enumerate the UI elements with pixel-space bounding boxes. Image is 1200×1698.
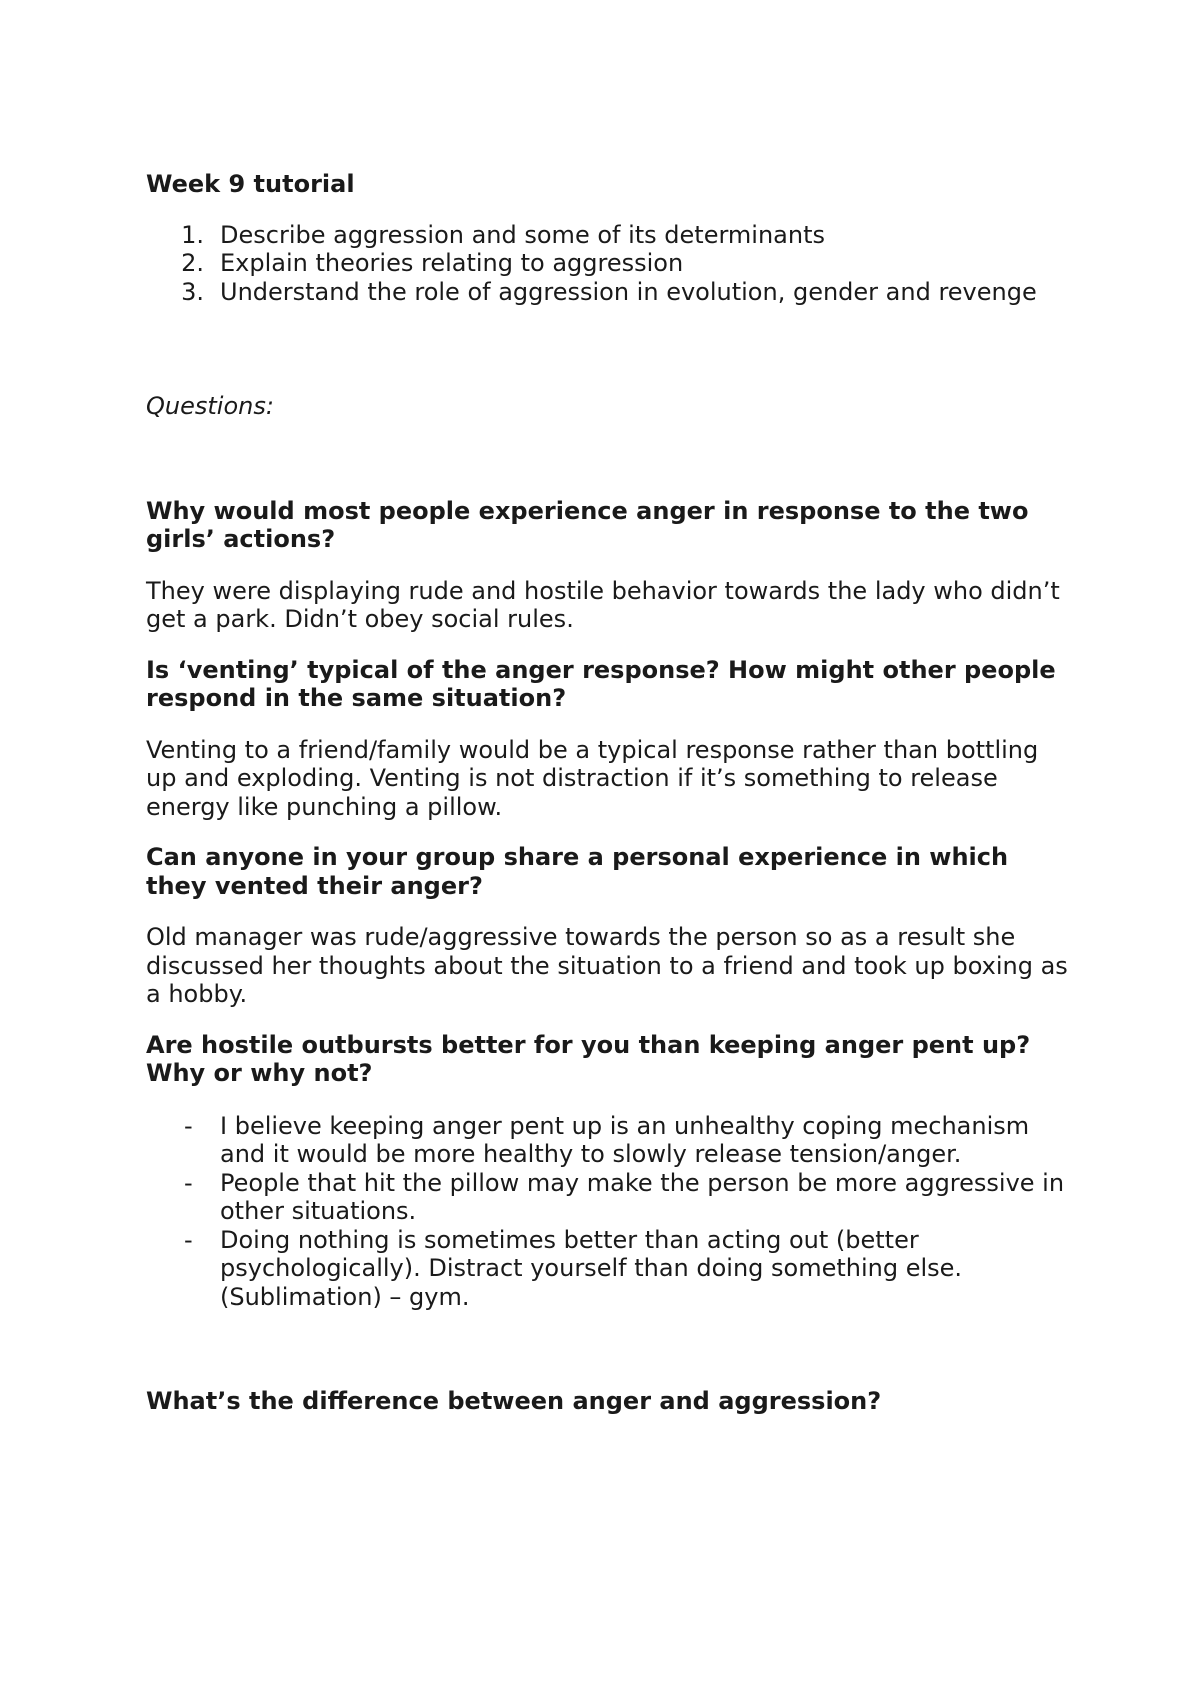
answer-text: Old manager was rude/aggressive towards the person so as a result she discussed her thoughts about the situation to a friend and took up boxing as a hobby. [146, 923, 1068, 1008]
objective-item [146, 221, 1076, 250]
qa-block [146, 843, 1076, 1009]
bullet-marker: - [184, 1111, 193, 1140]
bullet-text: People that hit the pillow may make the person be more aggressive in other situations. [220, 1168, 1065, 1225]
bullet-text: I believe keeping anger pent up is an unhealthy coping mechanism and it would be more healthy to slowly release tension/anger. [220, 1111, 1030, 1168]
objective-text: Explain theories relating to aggression [220, 249, 684, 277]
questions-heading: Questions: [146, 392, 274, 420]
bullet-marker: - [184, 1168, 193, 1197]
objective-number: 3. [181, 277, 204, 306]
bullet-text: Doing nothing is sometimes better than acting out (better psychologically). Distract yourself than doing something else. (Sublimation) – gym. [220, 1225, 963, 1311]
answer-bullet-item [146, 1169, 1076, 1226]
qa-block [146, 656, 1076, 822]
answer-text: They were displaying rude and hostile behavior towards the lady who didn’t get a park. Didn’t obey social rules. [146, 576, 1060, 633]
objective-number: 1. [181, 220, 204, 249]
objective-number: 2. [181, 249, 204, 277]
qa-block [146, 1387, 1076, 1416]
document-title: Week 9 tutorial [146, 170, 355, 198]
answer-bullet-item [146, 1226, 1076, 1312]
objective-text: Describe aggression and some of its determinants [220, 220, 826, 249]
answer-text: Venting to a friend/family would be a typical response rather than bottling up and exploding. Venting is not distraction if it’s something to release energy like punching a pillow. [146, 735, 1039, 821]
bullet-marker: - [184, 1225, 193, 1254]
qa-block [146, 1031, 1076, 1312]
objective-item [146, 278, 1076, 307]
question-text: Is ‘venting’ typical of the anger response? How might other people respond in the same situation? [146, 655, 1056, 712]
objective-item [146, 249, 1076, 278]
answer-bullet-item [146, 1112, 1076, 1169]
objectives-list [146, 221, 1076, 307]
question-text: Can anyone in your group share a personal experience in which they vented their anger? [146, 843, 1009, 900]
qa-block [146, 497, 1076, 634]
question-text: What’s the difference between anger and aggression? [146, 1387, 882, 1415]
answer-bullet-list [146, 1112, 1076, 1312]
objective-text: Understand the role of aggression in evolution, gender and revenge [220, 277, 1037, 306]
document-body [146, 170, 1076, 1416]
question-text: Are hostile outbursts better for you than keeping anger pent up? Why or why not? [146, 1030, 1031, 1087]
question-text: Why would most people experience anger in response to the two girls’ actions? [146, 496, 1029, 553]
